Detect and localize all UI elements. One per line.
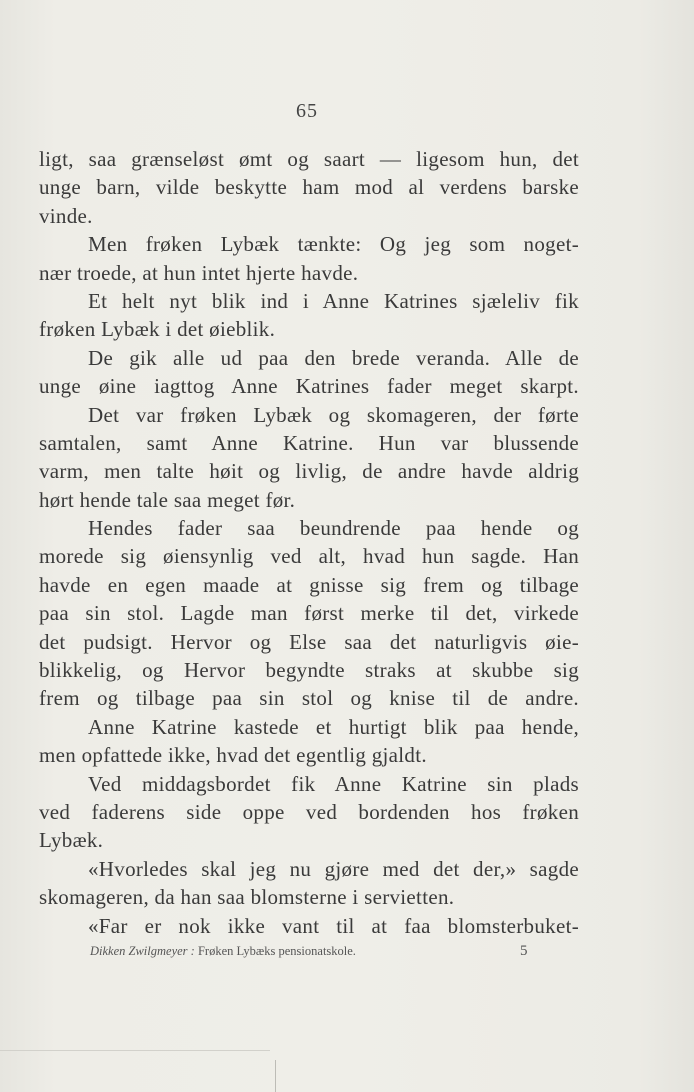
text-line: morede sig øiensynlig ved alt, hvad hun sagde. Han: [39, 544, 579, 569]
text-line: Hendes fader saa beundrende paa hende og: [88, 516, 579, 541]
page-footer: [90, 944, 530, 959]
text-line: havde en egen maade at gnisse sig frem og tilbage: [39, 572, 579, 597]
page-edge-tick: [275, 1060, 276, 1092]
text-line: ligt, saa grænseløst ømt og saart — ligesom hun, det: [39, 147, 579, 171]
text-line: ved faderens side oppe ved bordenden hos frøken: [39, 799, 579, 824]
body-text: [39, 145, 579, 940]
text-line: unge øine iagttog Anne Katrines fader meget skarpt.: [39, 374, 579, 399]
text-line: frem og tilbage paa sin stol og knise til de andre.: [39, 686, 579, 711]
text-line: varm, men talte høit og livlig, de andre havde aldrig: [39, 459, 579, 484]
text-line: «Far er nok ikke vant til at faa blomsterbuket-: [88, 913, 579, 938]
signature-mark: 5: [520, 943, 528, 959]
text-line: det pudsigt. Hervor og Else saa det naturligvis øie-: [39, 629, 579, 654]
text-line: vinde.: [39, 203, 93, 228]
text-line: Men frøken Lybæk tænkte: Og jeg som noget-: [88, 232, 579, 257]
text-line: paa sin stol. Lagde man først merke til det, virkede: [39, 601, 579, 626]
text-line: Et helt nyt blik ind i Anne Katrines sjæleliv fik: [88, 288, 579, 313]
text-line: frøken Lybæk i det øieblik.: [39, 317, 276, 342]
text-line: Ved middagsbordet fik Anne Katrine sin plads: [88, 771, 579, 796]
text-line: unge barn, vilde beskytte ham mod al verdens barske: [39, 175, 579, 200]
page-edge-line: [0, 1050, 270, 1051]
text-line: men opfattede ikke, hvad det egentlig gjaldt.: [39, 743, 427, 768]
text-line: blikkelig, og Hervor begyndte straks at skubbe sig: [39, 658, 579, 683]
text-line: samtalen, samt Anne Katrine. Hun var blussende: [39, 430, 579, 455]
text-line: «Hvorledes skal jeg nu gjøre med det der,» sagde: [88, 856, 579, 881]
page-number: 65: [296, 100, 318, 122]
text-line: hørt hende tale saa meget før.: [39, 487, 296, 512]
text-line: Lybæk.: [39, 828, 104, 853]
footer-author: Dikken Zwilgmeyer :: [90, 944, 195, 958]
text-line: nær troede, at hun intet hjerte havde.: [39, 260, 359, 285]
text-line: De gik alle ud paa den brede veranda. Alle de: [88, 345, 579, 370]
text-line: Det var frøken Lybæk og skomageren, der førte: [88, 402, 579, 427]
text-line: Anne Katrine kastede et hurtigt blik paa hende,: [88, 714, 579, 739]
footer-title: Frøken Lybæks pensionatskole.: [197, 944, 356, 958]
text-line: skomageren, da han saa blomsterne i servietten.: [39, 885, 455, 910]
